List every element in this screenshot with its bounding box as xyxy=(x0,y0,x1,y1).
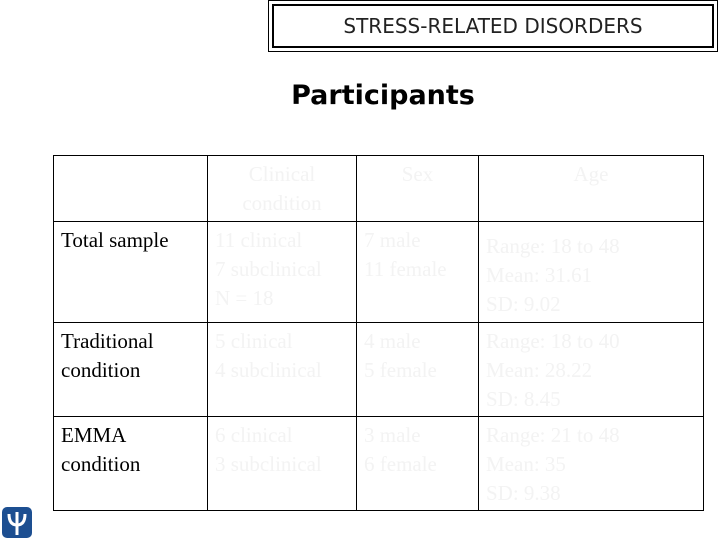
sex-cell xyxy=(357,222,479,323)
cell-line: 6 clinical xyxy=(215,423,293,447)
table-row xyxy=(54,323,704,417)
cell-line: Range: 18 to 48 xyxy=(486,234,620,258)
cell-line: Mean: 28.22 xyxy=(486,358,593,382)
age-cell xyxy=(479,222,704,323)
cell-line: 7 subclinical xyxy=(215,257,322,281)
header-box xyxy=(268,0,718,52)
table-row xyxy=(54,222,704,323)
cell-line: 4 male xyxy=(364,329,421,353)
cell-line: 5 female xyxy=(364,358,437,382)
cell-line: 6 female xyxy=(364,452,437,476)
table-row xyxy=(54,417,704,511)
cell-line: Mean: 31.61 xyxy=(486,263,593,287)
row-label: Total sample xyxy=(54,222,208,323)
cell-line: SD: 9.38 xyxy=(486,481,561,505)
clinical-cell xyxy=(208,323,357,417)
cell-line: 3 subclinical xyxy=(215,452,322,476)
cell-line: 11 clinical xyxy=(215,228,303,252)
cell-line: SD: 8.45 xyxy=(486,387,561,411)
cell-line: 5 clinical xyxy=(215,329,293,353)
cell-line: 4 subclinical xyxy=(215,358,322,382)
column-header-sex: Sex xyxy=(357,156,479,222)
header-label: STRESS-RELATED DISORDERS xyxy=(272,4,714,48)
column-header-age: Age xyxy=(479,156,704,222)
cell-line: 7 male xyxy=(364,228,421,252)
cell-line: 11 female xyxy=(364,257,447,281)
sex-cell xyxy=(357,323,479,417)
row-label: EMMA condition xyxy=(54,417,208,511)
table-header-row xyxy=(54,156,704,222)
cell-line: N = 18 xyxy=(215,286,274,310)
age-cell xyxy=(479,323,704,417)
cell-line: 3 male xyxy=(364,423,421,447)
cell-line: Range: 18 to 40 xyxy=(486,329,620,353)
sex-cell xyxy=(357,417,479,511)
psi-logo-icon xyxy=(0,504,34,540)
column-header-clinical: Clinical condition xyxy=(208,156,357,222)
cell-line: Mean: 35 xyxy=(486,452,566,476)
age-cell xyxy=(479,417,704,511)
table-corner-cell xyxy=(54,156,208,222)
page-title: Participants xyxy=(291,80,475,111)
clinical-cell xyxy=(208,417,357,511)
participants-table xyxy=(53,155,704,511)
cell-line: Range: 21 to 48 xyxy=(486,423,620,447)
clinical-cell xyxy=(208,222,357,323)
cell-line: SD: 9.02 xyxy=(486,292,561,316)
row-label: Traditional condition xyxy=(54,323,208,417)
